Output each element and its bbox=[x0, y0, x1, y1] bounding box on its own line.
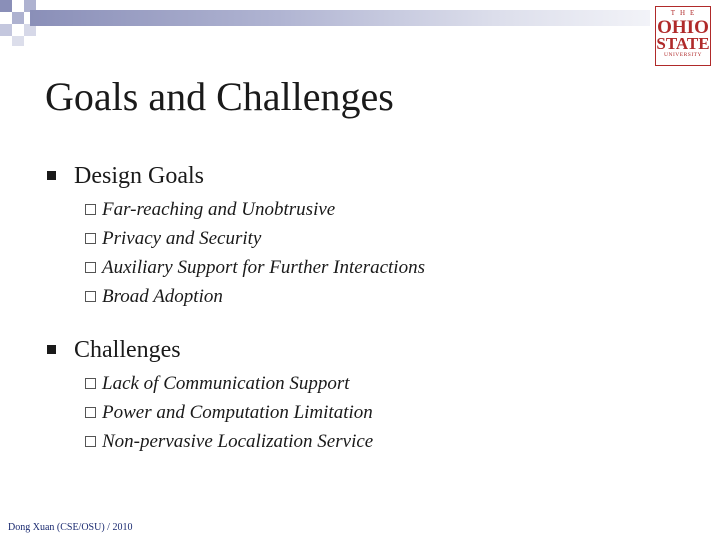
checkbox-bullet-icon bbox=[85, 233, 96, 244]
list-item: Broad Adoption bbox=[85, 282, 425, 311]
section-design-goals bbox=[47, 161, 425, 311]
list-item: Non-pervasive Localization Service bbox=[85, 427, 373, 456]
list-item: Auxiliary Support for Further Interactions bbox=[85, 253, 425, 282]
list-item: Lack of Communication Support bbox=[85, 369, 373, 398]
list-item: Power and Computation Limitation bbox=[85, 398, 373, 427]
checkbox-bullet-icon bbox=[85, 378, 96, 389]
checkbox-bullet-icon bbox=[85, 436, 96, 447]
square-bullet-icon bbox=[47, 171, 56, 180]
checkbox-bullet-icon bbox=[85, 262, 96, 273]
list-item: Privacy and Security bbox=[85, 224, 425, 253]
slide-footer: Dong Xuan (CSE/OSU) / 2010 bbox=[8, 522, 133, 533]
slide-title: Goals and Challenges bbox=[45, 74, 394, 119]
checkbox-bullet-icon bbox=[85, 204, 96, 215]
square-bullet-icon bbox=[47, 345, 56, 354]
decorative-banner bbox=[30, 10, 650, 26]
checkbox-bullet-icon bbox=[85, 291, 96, 302]
ohio-state-logo: THE OHIO STATE UNIVERSITY bbox=[655, 6, 711, 66]
section-heading: Challenges bbox=[47, 335, 373, 365]
section-heading: Design Goals bbox=[47, 161, 425, 191]
section-challenges bbox=[47, 335, 373, 456]
design-goals-list bbox=[47, 195, 425, 311]
checkbox-bullet-icon bbox=[85, 407, 96, 418]
list-item: Far-reaching and Unobtrusive bbox=[85, 195, 425, 224]
challenges-list bbox=[47, 369, 373, 456]
